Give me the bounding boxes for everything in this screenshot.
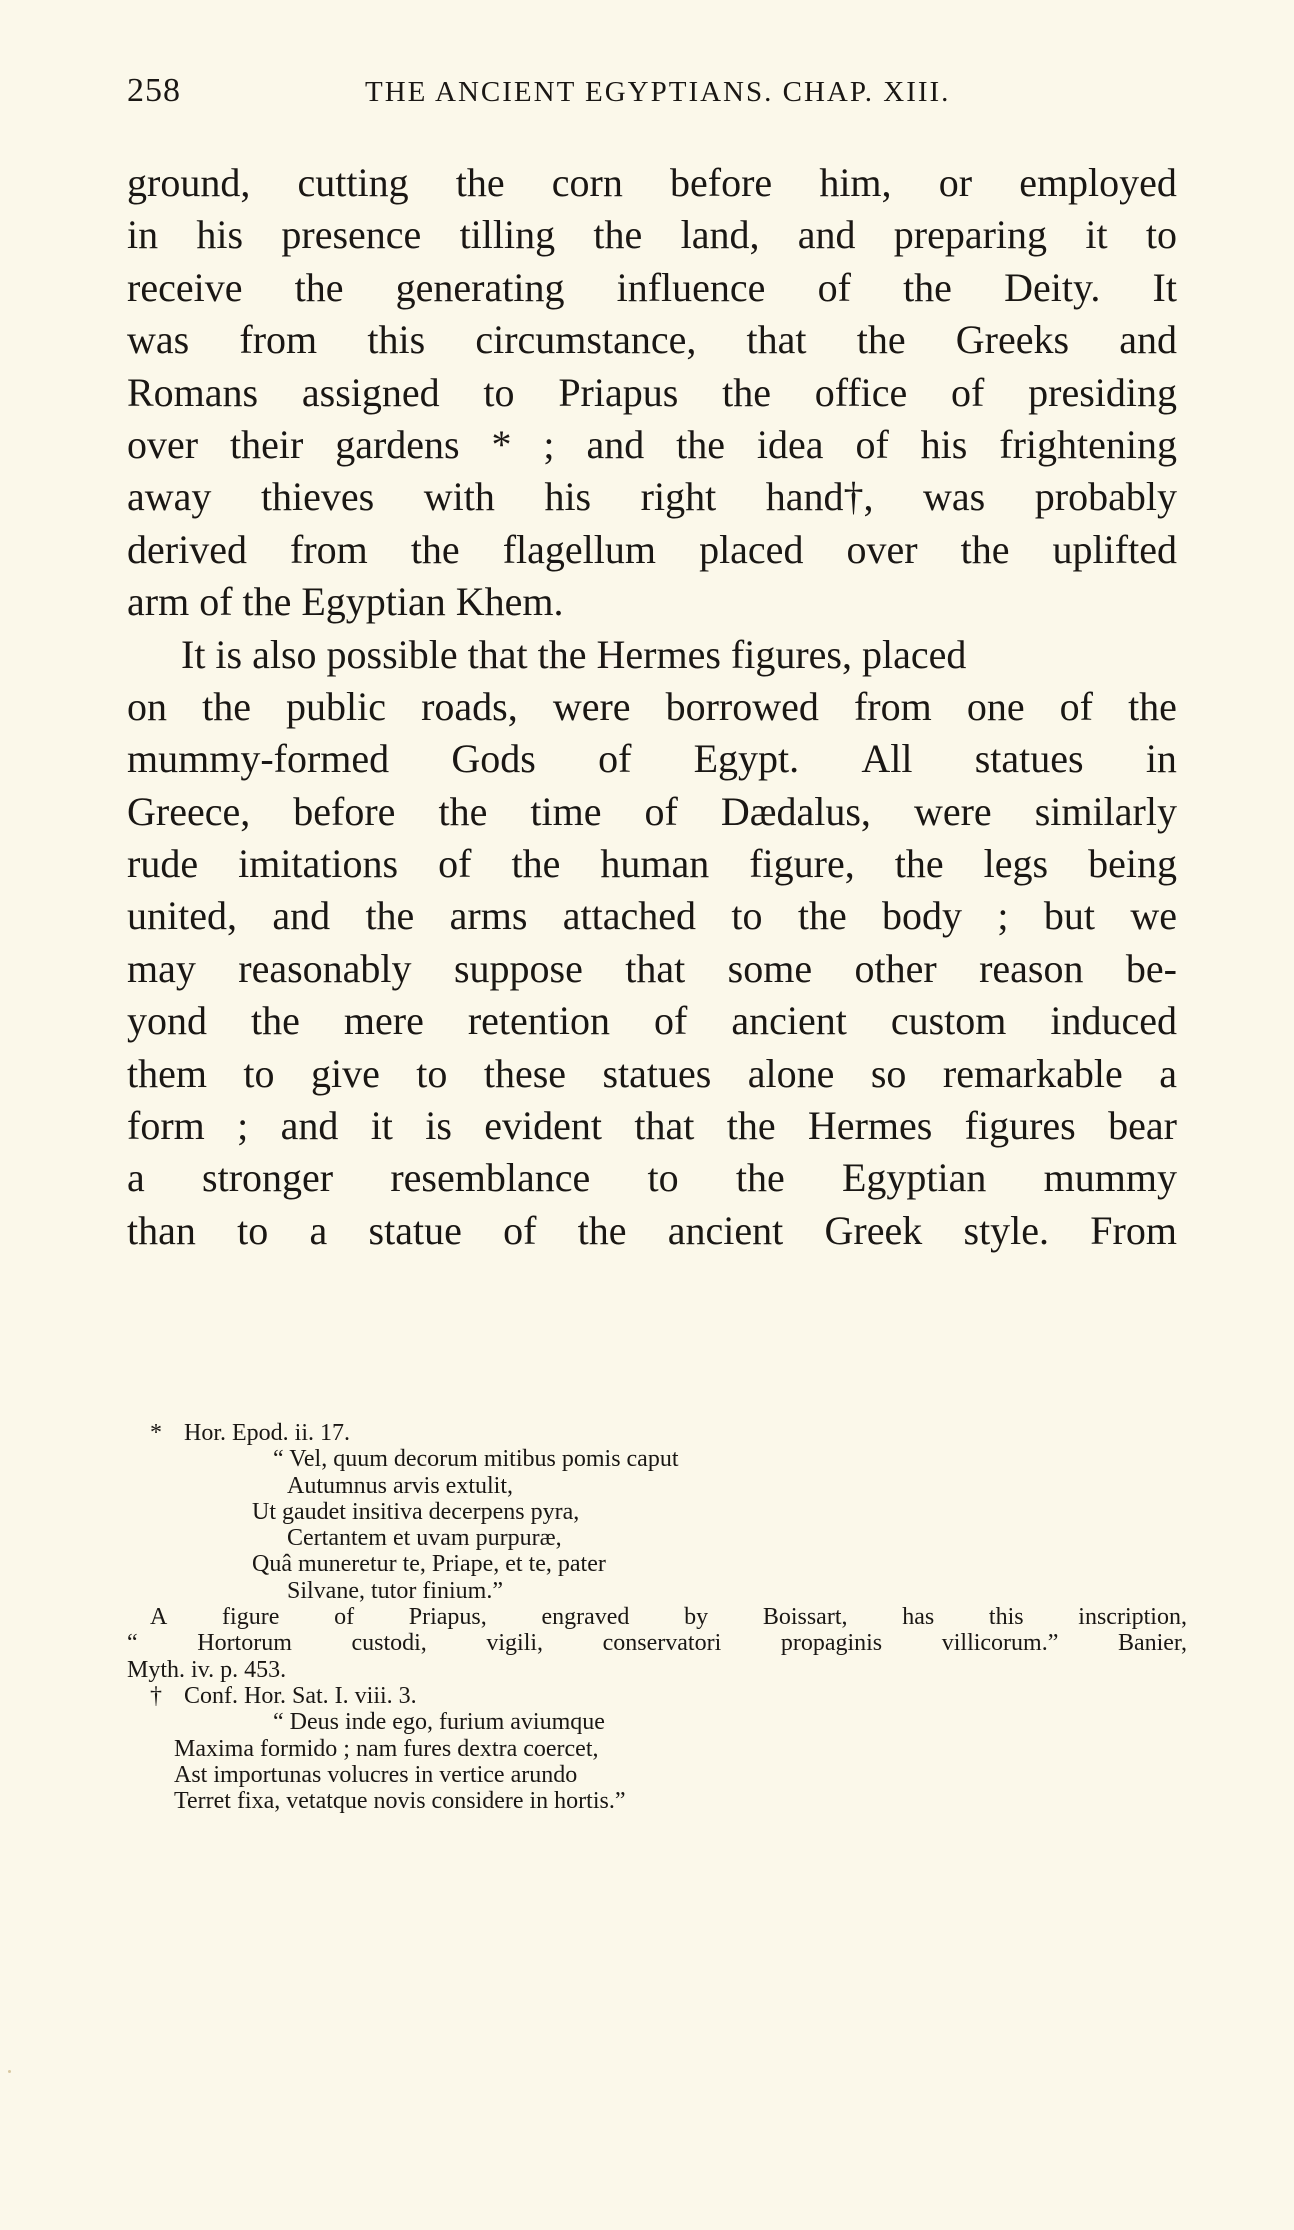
word: statue [368, 1207, 462, 1253]
word: the [797, 893, 847, 939]
body-line [127, 157, 1177, 209]
word: mummy [1043, 1155, 1177, 1201]
word: give [310, 1050, 380, 1096]
word: that [625, 945, 686, 991]
word: and [280, 1103, 339, 1149]
word: borrowed [665, 683, 819, 729]
word: a [127, 1155, 145, 1201]
word: the [202, 683, 251, 729]
word: the [438, 788, 488, 834]
word: stronger [202, 1155, 334, 1201]
word: a [309, 1207, 328, 1253]
word: Priapus, [408, 1604, 487, 1631]
word: thieves [260, 474, 375, 520]
word: to [416, 1050, 448, 1096]
word: the [410, 526, 460, 572]
word: be- [1125, 945, 1177, 991]
word: figures [964, 1103, 1076, 1149]
word: tilling [459, 212, 556, 258]
word: him, [819, 160, 892, 205]
word: being [1088, 841, 1177, 887]
word: that [746, 317, 807, 363]
word: rude [127, 841, 199, 887]
word: the [365, 893, 415, 939]
body-line: It is also possible that the Hermes figures, placed [181, 631, 967, 677]
word: A [150, 1604, 168, 1631]
word: than [127, 1207, 196, 1253]
word: the [735, 1155, 785, 1201]
word: Egyptian [841, 1155, 987, 1201]
footnote-verse-line: Ut gaudet insitiva decerpens pyra, [252, 1498, 580, 1525]
word: this [367, 317, 426, 363]
word: custodi, [351, 1630, 427, 1657]
word: Priapus [558, 369, 679, 415]
body-line [127, 209, 1177, 261]
word: were [552, 683, 631, 729]
footnote-verse-line: Quâ muneretur te, Priape, et te, pater [252, 1551, 606, 1578]
word: figure [222, 1604, 280, 1631]
word: over [127, 421, 199, 467]
footnote-1-reference: Hor. Epod. ii. 17. [184, 1420, 350, 1446]
word: yond [127, 998, 207, 1044]
word: other [854, 945, 937, 991]
word: ; [997, 893, 1009, 939]
word: ground, [127, 160, 251, 205]
word: of [855, 421, 889, 467]
word: and [586, 421, 645, 467]
word: the [577, 1207, 627, 1253]
body-line [127, 943, 1177, 995]
word: probably [1034, 474, 1177, 520]
footnote-text-line: Myth. iv. p. 453. [127, 1656, 287, 1683]
word: to [647, 1155, 679, 1201]
word: is [425, 1103, 452, 1149]
body-line [127, 1205, 1177, 1257]
word: but [1043, 893, 1095, 939]
body-line [127, 262, 1177, 314]
word: conservatori [602, 1630, 722, 1657]
word: suppose [453, 945, 583, 991]
word: body [882, 893, 963, 939]
footnote-verse-line: “ Vel, quum decorum mitibus pomis caput [273, 1446, 679, 1473]
word: public [286, 683, 387, 729]
word: It [1152, 264, 1177, 310]
word: Deity. [1004, 264, 1101, 310]
word: Greeks [955, 317, 1070, 363]
paper-speck [8, 2070, 11, 2073]
word: derived [127, 526, 247, 572]
word: bear [1108, 1103, 1177, 1149]
word: reason [979, 945, 1084, 991]
word: statues [974, 736, 1084, 782]
word: of [951, 369, 985, 415]
footnote-verse-line: Autumnus arvis extulit, [287, 1472, 513, 1499]
word: this [988, 1604, 1024, 1631]
body-line [127, 733, 1177, 785]
word: Greece, [127, 788, 251, 834]
body-line [127, 1048, 1177, 1100]
word: of [598, 736, 632, 782]
word: imitations [238, 841, 399, 887]
word: his [196, 212, 244, 258]
word: presiding [1028, 369, 1177, 415]
word: the [726, 1103, 776, 1149]
footnote-verse-line: Maxima formido ; nam fures dextra coercet, [174, 1735, 599, 1762]
word: and [1119, 317, 1177, 363]
word: retention [467, 998, 610, 1044]
word: uplifted [1052, 526, 1177, 572]
body-line [127, 1100, 1177, 1152]
word: influence [616, 264, 766, 310]
word: frightening [999, 421, 1177, 467]
footnote-text-line [127, 1630, 1187, 1656]
body-line [127, 681, 1177, 733]
page-number: 258 [127, 72, 181, 109]
word: propaginis [780, 1630, 883, 1657]
word: circumstance, [475, 317, 697, 363]
body-line [127, 471, 1177, 523]
word: placed [699, 526, 804, 572]
word: the [960, 526, 1010, 572]
word: the [856, 317, 906, 363]
word: these [483, 1050, 567, 1096]
word: from [290, 526, 368, 572]
word: of [334, 1604, 355, 1631]
word: the [722, 369, 771, 415]
word: has [902, 1604, 935, 1631]
word: to [237, 1207, 269, 1253]
word: was [923, 474, 986, 520]
word: of [1059, 683, 1093, 729]
word: it [1085, 212, 1108, 258]
word: flagellum [502, 526, 657, 572]
word: the [894, 841, 944, 887]
footnote-2-marker: † [150, 1682, 162, 1709]
word: figure, [749, 841, 855, 887]
word: to [483, 369, 515, 415]
word: * [491, 421, 512, 467]
running-title: THE ANCIENT EGYPTIANS. CHAP. XIII. [365, 76, 951, 108]
word: the [676, 421, 725, 467]
word: hand†, [765, 474, 874, 520]
footnote-text-line [127, 1604, 1187, 1630]
word: it [370, 1103, 393, 1149]
word: over [846, 526, 918, 572]
word: before [670, 160, 773, 205]
footnote-verse-line: Ast importunas volucres in vertice arundo [174, 1761, 578, 1788]
footnote-verse-line: Terret fixa, vetatque novis considere in hortis.” [174, 1788, 626, 1815]
word: reasonably [238, 945, 412, 991]
word: ancient [667, 1207, 784, 1253]
word: generating [395, 264, 565, 310]
word: was [127, 317, 190, 363]
word: and [797, 212, 856, 258]
word: to [1145, 212, 1177, 258]
word: a [1159, 1050, 1177, 1096]
word: induced [1050, 998, 1177, 1044]
word: assigned [301, 369, 440, 415]
word: by [684, 1604, 709, 1631]
word: Dædalus, [720, 788, 871, 834]
body-line [127, 524, 1177, 576]
footnotes [127, 1420, 1187, 1814]
word: in [127, 212, 159, 258]
word: engraved [541, 1604, 630, 1631]
body-line: arm of the Egyptian Khem. [127, 579, 564, 625]
word: Hermes [807, 1103, 933, 1149]
word: time [530, 788, 602, 834]
word: cutting [297, 160, 409, 205]
footnote-1-citation [127, 1420, 1187, 1446]
word: corn [551, 160, 623, 205]
body-line [127, 838, 1177, 890]
footnote-verse-line: “ Deus inde ego, furium aviumque [273, 1709, 605, 1736]
word: united, [127, 893, 237, 939]
word: so [870, 1050, 907, 1096]
word: may [127, 945, 196, 991]
word: evident [484, 1103, 603, 1149]
body-line [127, 995, 1177, 1047]
word: From [1090, 1207, 1177, 1253]
body-line [127, 1152, 1177, 1204]
footnote-verse-line: Certantem et uvam purpuræ, [287, 1525, 562, 1552]
word: or [938, 160, 973, 205]
word: arms [449, 893, 528, 939]
word: before [293, 788, 396, 834]
word: that [634, 1103, 695, 1149]
word: the [593, 212, 643, 258]
word: of [438, 841, 472, 887]
word: vigili, [486, 1630, 544, 1657]
word: with [423, 474, 495, 520]
word: some [727, 945, 813, 991]
word: human [600, 841, 710, 887]
word: we [1130, 893, 1177, 939]
word: of [817, 264, 851, 310]
word: attached [562, 893, 697, 939]
word: villicorum.” [941, 1630, 1059, 1657]
word: similarly [1034, 788, 1177, 834]
word: the [294, 264, 344, 310]
word: Gods [451, 736, 536, 782]
word: from [239, 317, 318, 363]
word: of [644, 788, 678, 834]
word: form [127, 1103, 205, 1149]
word: from [853, 683, 932, 729]
word: right [640, 474, 717, 520]
word: employed [1019, 160, 1177, 205]
word: them [127, 1050, 207, 1096]
word: the [511, 841, 561, 887]
word: his [920, 421, 968, 467]
word: remarkable [942, 1050, 1123, 1096]
word: “ [127, 1630, 138, 1657]
word: ; [543, 421, 555, 467]
word: office [814, 369, 908, 415]
word: mummy-formed [127, 736, 390, 782]
word: the [903, 264, 952, 310]
running-head [127, 72, 1167, 122]
word: presence [281, 212, 422, 258]
word: legs [983, 841, 1049, 887]
word: inscription, [1078, 1604, 1187, 1631]
word: the [1128, 683, 1177, 729]
word: gardens [335, 421, 460, 467]
word: mere [343, 998, 424, 1044]
body-line [127, 314, 1177, 366]
word: to [731, 893, 763, 939]
word: his [544, 474, 592, 520]
body-line [127, 419, 1177, 471]
word: receive [127, 264, 243, 310]
word: alone [747, 1050, 835, 1096]
word: ; [237, 1103, 249, 1149]
footnote-2-citation [127, 1683, 1187, 1709]
word: on [127, 683, 167, 729]
word: in [1145, 736, 1177, 782]
body-line [127, 890, 1177, 942]
word: away [127, 474, 212, 520]
word: idea [756, 421, 824, 467]
word: style. [963, 1207, 1050, 1253]
body-text [127, 157, 1177, 1257]
word: Greek [824, 1207, 923, 1253]
word: land, [680, 212, 760, 258]
word: the [251, 998, 300, 1044]
word: of [503, 1207, 537, 1253]
word: resemblance [390, 1155, 591, 1201]
word: All [861, 736, 913, 782]
word: one [966, 683, 1025, 729]
body-line [127, 367, 1177, 419]
word: roads, [421, 683, 518, 729]
word: and [272, 893, 331, 939]
word: the [455, 160, 505, 205]
word: ancient [731, 998, 847, 1044]
footnote-1-marker: * [150, 1420, 162, 1446]
body-line [127, 786, 1177, 838]
word: Romans [127, 369, 259, 415]
footnote-2-reference: Conf. Hor. Sat. I. viii. 3. [184, 1682, 417, 1709]
footnote-verse-line: Silvane, tutor finium.” [287, 1577, 503, 1604]
word: preparing [893, 212, 1048, 258]
word: Hortorum [197, 1630, 292, 1657]
word: were [913, 788, 992, 834]
word: statues [602, 1050, 712, 1096]
word: their [229, 421, 304, 467]
word: Boissart, [762, 1604, 848, 1631]
word: Banier, [1117, 1630, 1187, 1657]
word: Egypt. [693, 736, 800, 782]
word: to [243, 1050, 275, 1096]
word: custom [890, 998, 1007, 1044]
word: of [654, 998, 688, 1044]
